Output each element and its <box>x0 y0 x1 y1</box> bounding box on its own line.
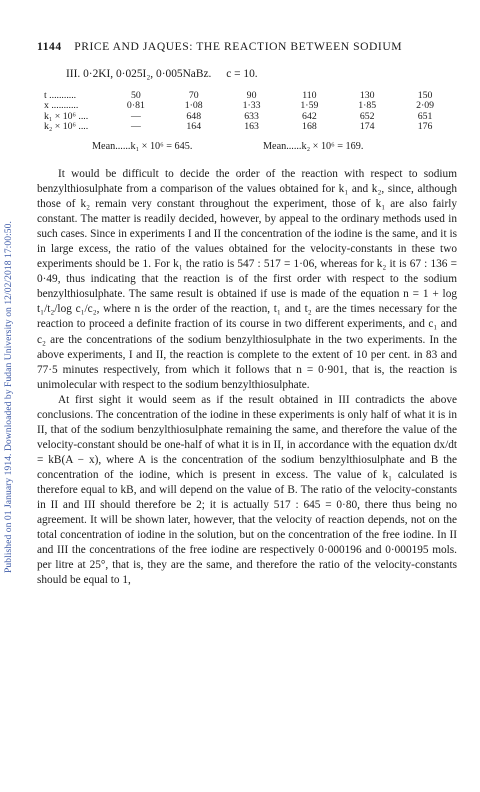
table-cell: 150 <box>417 90 433 101</box>
table-cell: 163 <box>244 121 259 133</box>
table-cell: 1·85 <box>358 100 377 112</box>
table-row <box>44 122 454 132</box>
running-header <box>37 40 457 53</box>
row-label: t ........... <box>44 90 77 101</box>
table-cell: 70 <box>188 90 199 101</box>
table-cell: 2·09 <box>416 100 435 112</box>
table-cell: — <box>131 121 141 133</box>
experiment-condition: c = 10. <box>226 68 258 80</box>
paragraph: It would be difficult to decide the order of the reaction with respect to sodium benzylthiosulphate from a comparison of the values obtained for k₁ and k₂, since, although those of k₂ remain very constant throughout the experiment, those of k₁ are also fairly constant. The matter is readily decided, however, by appeal to the ordinary methods used in such cases. Since in experiments I and II the concentration of the iodine is the same, and it is in large excess, the ratio of the values obtained for the velocity-constants in these two experiments should be 1. For k₁ the ratio is 547 : 517 = 1·06, whereas for k₂ it is 67 : 136 = 0·49, thus indicating that the reaction is of the first order with respect to the sodium benzylthiosulphate. The same result is obtained if use is made of the equation n = 1 + log t₁/t₂/log c₁/c₂, where n is the order of the reaction, t₁ and t₂ are the times necessary for the reaction to proceed a definite fraction of its course in two different experiments, and c₁ and c₂ are the concentrations of the sodium benzylthiosulphate in the two experiments. In the above experiments, I and II, the reaction is complete to the extent of 10 per cent. in 83 and 77·5 minutes respectively, from which it follows that n = 0·901, that is, the reaction is unimolecular with respect to the sodium benzylthiosulphate. <box>37 168 457 391</box>
row-label: k₂ × 10⁶ .... <box>44 121 89 133</box>
experiment-title: III. 0·2KI, 0·025I₂, 0·005NaBz. <box>66 68 212 80</box>
mean-k1: Mean......k₁ × 10⁶ = 645. <box>92 141 193 152</box>
table-cell: 1·59 <box>300 100 319 112</box>
paragraph: At first sight it would seem as if the result obtained in III contradicts the above conclusions. The concentration of the iodine in these experiments is only half of what it is in II, that of the sodium benzylthiosulphate remaining the same, and therefore the value of the velocity-constant should be one-half of what it is in II, in accordance with the equation dx/dt = kB(A − x), where A is the concentration of the sodium benzylthiosulphate and B the concentration of the iodine, which is present in excess. The value of k₁ calculated is therefore equal to kB, and will depend on the value of B. The ratio of the velocity-constants in II and III should therefore be 2; it is actually 517 : 645 = 0·80, there thus being no agreement. It will be shown later, however, that the velocity of reaction depends, not on the total concentration of iodine in the solution, but on the concentration of the free iodine. In II and III the concentrations of the free iodine are respectively 0·000196 and 0·000195 mols. per litre at 25°, that is, they are the same, and therefore the ratio of the velocity-constants should be equal to 1, <box>37 393 457 587</box>
table-cell: 0·81 <box>126 100 145 112</box>
row-label: x ........... <box>44 100 79 112</box>
table-cell: 642 <box>302 110 317 122</box>
table-cell: 164 <box>186 121 202 133</box>
page-number: 1144 <box>37 40 62 53</box>
table-cell: 50 <box>131 90 141 101</box>
table-cell: 648 <box>186 110 202 122</box>
table-cell: 110 <box>302 90 317 101</box>
row-label: k₁ × 10⁶ .... <box>44 110 89 122</box>
table-cell: 1·08 <box>184 100 203 112</box>
table-cell: 90 <box>246 90 257 101</box>
download-notice: Published on 01 January 1914. Downloaded by Fudan University on 12/02/2018 17:00:50. <box>3 221 14 573</box>
results-table <box>44 91 454 133</box>
running-title: PRICE AND JAQUES: THE REACTION BETWEEN SODIUM <box>74 40 403 53</box>
body-text <box>37 167 457 588</box>
table-cell: — <box>131 110 141 122</box>
table-cell: 176 <box>417 121 433 133</box>
experiment-heading <box>66 68 258 80</box>
table-cell: 1·33 <box>242 100 261 112</box>
table-cell: 174 <box>359 121 375 133</box>
mean-k2: Mean......k₂ × 10⁶ = 169. <box>263 141 364 152</box>
table-cell: 633 <box>244 110 259 122</box>
table-cell: 168 <box>302 121 317 133</box>
table-cell: 130 <box>359 90 375 101</box>
table-cell: 651 <box>417 110 433 122</box>
table-cell: 652 <box>359 110 375 122</box>
